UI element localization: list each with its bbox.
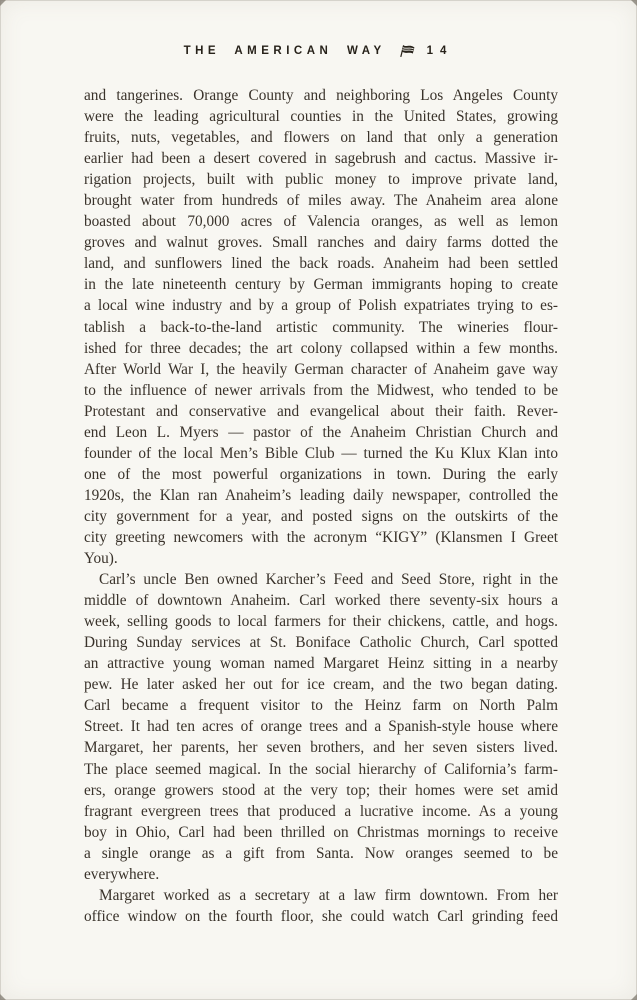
text-line: earlier had been a desert covered in sagebrush and cactus. Massive ir- <box>84 150 558 168</box>
text-line: to the influence of newer arrivals from the Midwest, who tended to be <box>84 381 558 399</box>
text-line: an attractive young woman named Margaret Heinz sitting in a nearby <box>84 655 558 673</box>
text-line: tablish a back-to-the-land artistic community. The wineries flour- <box>84 318 558 336</box>
scan-corner-artifact <box>0 0 6 6</box>
text-line: fruits, nuts, vegetables, and flowers on land that only a generation <box>84 129 558 147</box>
text-line: in the late nineteenth century by German immigrants hoping to create <box>84 276 558 294</box>
page-number: 14 <box>426 45 454 57</box>
paragraph <box>84 569 558 885</box>
text-line: week, selling goods to local farmers for their chickens, cattle, and hogs. <box>84 613 558 631</box>
text-line: The place seemed magical. In the social hierarchy of California’s farm- <box>84 760 558 778</box>
text-line: fragrant evergreen trees that produced a lucrative income. As a young <box>84 802 558 820</box>
text-line: After World War I, the heavily German character of Anaheim gave way <box>84 360 558 378</box>
running-header <box>0 45 637 57</box>
text-line: middle of downtown Anaheim. Carl worked there seventy-six hours a <box>84 592 558 610</box>
text-line: pew. He later asked her out for ice cream, and the two began dating. <box>84 676 558 694</box>
text-line: brought water from hundreds of miles away. The Anaheim area alone <box>84 192 558 210</box>
text-line: Street. It had ten acres of orange trees and a Spanish-style house where <box>84 718 558 736</box>
text-line: one of the most powerful organizations in town. During the early <box>84 465 558 483</box>
paragraph <box>84 885 558 927</box>
text-line: city greeting newcomers with the acronym “KIGY” (Klansmen I Greet <box>84 528 558 546</box>
text-line: boy in Ohio, Carl had been thrilled on Christmas mornings to receive <box>84 823 558 841</box>
text-line: everywhere. <box>84 865 160 883</box>
text-line: groves and walnut groves. Small ranches and dairy farms dotted the <box>84 234 558 252</box>
text-line: a local wine industry and by a group of Polish expatriates trying to es- <box>84 297 558 315</box>
paragraph <box>84 85 558 569</box>
text-line: and tangerines. Orange County and neighboring Los Angeles County <box>84 87 558 104</box>
flag-icon <box>398 44 415 57</box>
text-line: land, and sunflowers lined the back roads. Anaheim had been settled <box>84 255 558 273</box>
text-line: Carl’s uncle Ben owned Karcher’s Feed and Seed Store, right in the <box>99 571 558 589</box>
text-line: ers, orange growers stood at the very top; their homes were set amid <box>84 781 558 799</box>
text-line: were the leading agricultural counties in the United States, growing <box>84 108 558 126</box>
text-line: a single orange as a gift from Santa. Now oranges seemed to be <box>84 844 558 862</box>
text-line: rigation projects, built with public money to improve private land, <box>84 171 558 189</box>
text-line: You). <box>84 550 118 568</box>
text-line: During Sunday services at St. Boniface Catholic Church, Carl spotted <box>84 634 558 652</box>
text-line: ished for three decades; the art colony collapsed within a few months. <box>84 339 558 357</box>
text-line: Margaret, her parents, her seven brothers, and her seven sisters lived. <box>84 739 558 757</box>
text-line: Margaret worked as a secretary at a law firm downtown. From her <box>99 886 558 904</box>
text-line: 1920s, the Klan ran Anaheim’s leading daily newspaper, controlled the <box>84 486 558 504</box>
text-line: city government for a year, and posted signs on the outskirts of the <box>84 507 558 525</box>
text-line: Protestant and conservative and evangelical about their faith. Rever- <box>84 402 558 420</box>
body-text <box>84 85 558 927</box>
book-title: THE AMERICAN WAY <box>183 45 386 57</box>
scan-corner-artifact <box>0 994 6 1000</box>
text-line: Carl became a frequent visitor to the Heinz farm on North Palm <box>84 697 558 715</box>
text-line: founder of the local Men’s Bible Club — turned the Ku Klux Klan into <box>84 444 558 462</box>
text-line: end Leon L. Myers — pastor of the Anaheim Christian Church and <box>84 423 558 441</box>
scan-corner-artifact <box>631 0 637 6</box>
text-line: office window on the fourth floor, she could watch Carl grinding feed <box>84 907 558 925</box>
scan-corner-artifact <box>631 994 637 1000</box>
text-line: boasted about 70,000 acres of Valencia oranges, as well as lemon <box>84 213 558 231</box>
